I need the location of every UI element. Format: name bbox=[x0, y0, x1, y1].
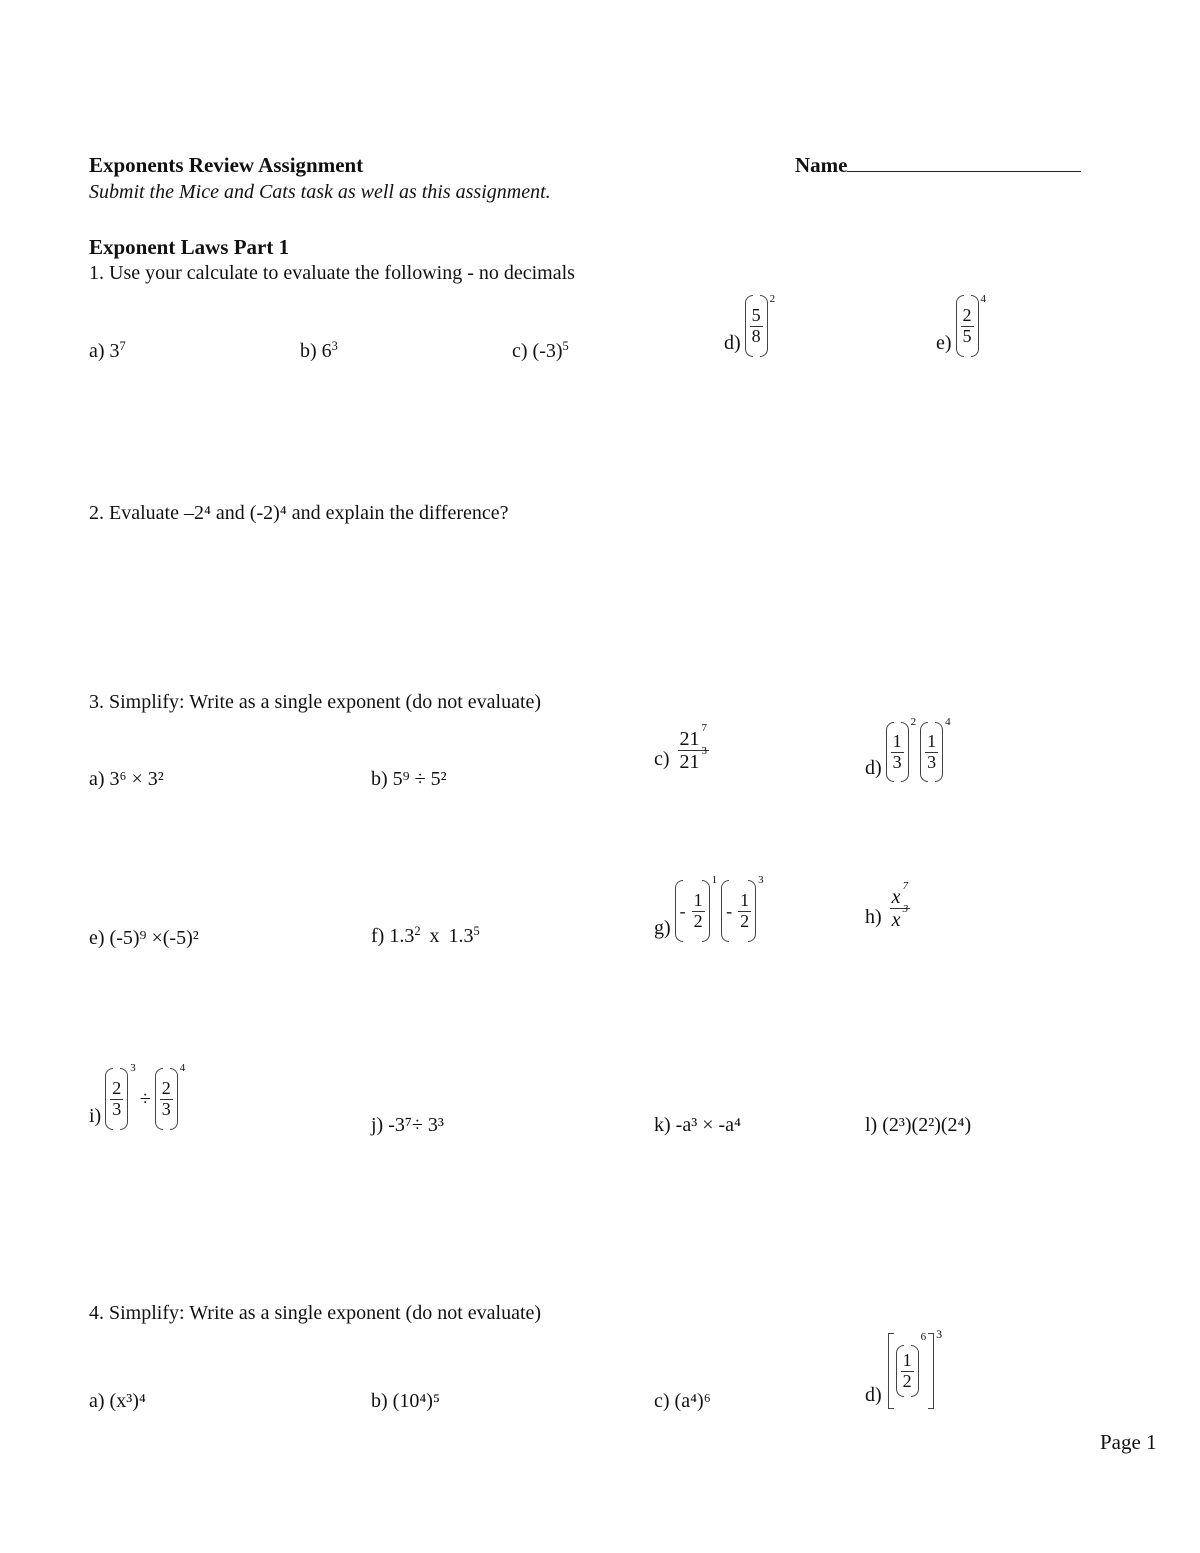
q3-item-i: i) $\frac{2}{3}$ 3 ÷ $\frac{2}{3}$ 4 bbox=[89, 1068, 185, 1130]
q3-item-c: c) $\frac{21 ^7}{21 ^3}$ bbox=[654, 722, 708, 773]
question-1: 1. Use your calculate to evaluate the following - no decimals bbox=[89, 262, 575, 284]
q3-item-k: k) -a³ × -a⁴ bbox=[654, 1114, 741, 1136]
q1-item-b: b) $6^3$ bbox=[300, 339, 338, 362]
q3-item-f: f) $1.3^2$ x $1.3^5$ bbox=[371, 924, 480, 947]
section-heading: Exponent Laws Part 1 bbox=[89, 235, 290, 259]
q1-item-d: d) $\frac{5}{8}$ 2 bbox=[724, 295, 775, 357]
q3-item-e: e) (-5)⁹ ×(-5)² bbox=[89, 927, 199, 949]
document-subtitle: Submit the Mice and Cats task as well as this assignment. bbox=[89, 181, 551, 203]
q4-item-d: d) $\frac{1}{2}$ 6 3 bbox=[865, 1333, 942, 1409]
q3-item-d: d) $\frac{1}{3}$ 2 $\frac{1}{3}$ 4 bbox=[865, 722, 951, 782]
name-label: Name bbox=[795, 153, 848, 177]
q4-item-c: c) (a⁴)⁶ bbox=[654, 1390, 711, 1412]
q1-item-e: e) $\frac{2}{5}$ 4 bbox=[936, 295, 986, 357]
question-2: 2. Evaluate –2⁴ and (-2)⁴ and explain the difference? bbox=[89, 502, 509, 524]
page-number: Page 1 bbox=[1100, 1430, 1157, 1454]
q3-item-g: g) - $\frac{1}{2}$ 1 - $\frac{1}{2}$ 3 bbox=[654, 880, 764, 942]
q4-item-a: a) (x³)⁴ bbox=[89, 1390, 146, 1412]
q4-item-b: b) (10⁴)⁵ bbox=[371, 1390, 440, 1412]
name-field[interactable] bbox=[795, 153, 1081, 178]
q3-item-b: b) 5⁹ ÷ 5² bbox=[371, 768, 447, 790]
q3-item-a: a) 3⁶ × 3² bbox=[89, 768, 164, 790]
q1-item-c: c) $(-3)^5$ bbox=[512, 339, 569, 362]
name-blank-line[interactable] bbox=[847, 153, 1081, 172]
q3-item-l: l) (2³)(2²)(2⁴) bbox=[865, 1114, 972, 1136]
question-3: 3. Simplify: Write as a single exponent (do not evaluate) bbox=[89, 691, 542, 713]
q1-item-a: a) $3^7$ bbox=[89, 339, 126, 362]
q3-item-j: j) -3⁷÷ 3³ bbox=[371, 1114, 444, 1136]
question-4: 4. Simplify: Write as a single exponent (do not evaluate) bbox=[89, 1302, 542, 1324]
q3-item-h: h) $\frac{x ^7}{x ^3}$ bbox=[865, 880, 909, 931]
document-title: Exponents Review Assignment bbox=[89, 153, 364, 177]
